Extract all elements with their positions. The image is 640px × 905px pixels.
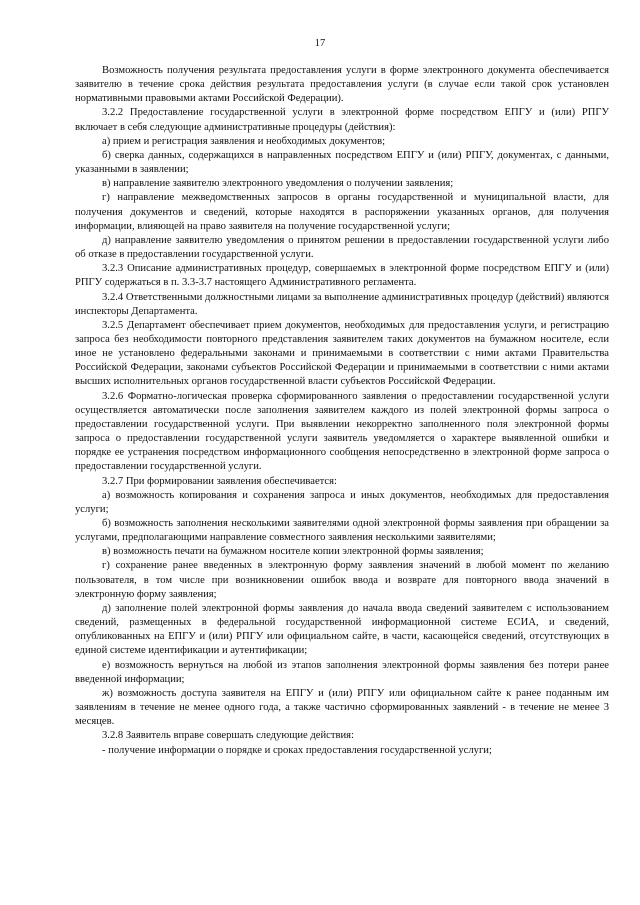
page-number: 17 xyxy=(314,38,326,49)
paragraph-3-2-7: 3.2.7 При формировании заявления обеспечивается: xyxy=(102,475,337,487)
paragraph-3-2-5: 3.2.5 Департамент обеспечивает прием документов, необходимых для предоставления услуги, и регистрацию запроса без необходимости повторного представления заявителем таких документов на бумажном носителе, если иное не установлено федеральными законами и принимаемыми в соответствии с ними актами Правительства Российской Федерации, законами субъектов Российской Федерации и принимаемыми в соответствии с ними актами высших исполнительных органов государственной власти субъектов Российской Федерации. xyxy=(75,319,609,388)
list-item-b: б) возможность заполнения несколькими заявителями одной электронной формы заявления при обращении за услугами, предполагающими направление совместного заявления несколькими заявителями; xyxy=(75,518,609,544)
paragraph-3-2-8: 3.2.8 Заявитель вправе совершать следующие действия: xyxy=(102,730,354,742)
paragraph-3-2-3: 3.2.3 Описание административных процедур, совершаемых в электронной форме посредством ЕПГУ и (или) РПГУ содержаться в п. 3.3-3.7 настоящего Административного регламента. xyxy=(75,263,609,289)
paragraph-result-availability: Возможность получения результата предоставления услуги в форме электронного документа обеспечивается заявителю в течение срока действия результата предоставления услуги (в случае если такой срок установлен нормативными правовыми актами Российской Федерации). xyxy=(75,65,609,105)
document-body xyxy=(75,64,609,758)
list-item-d: д) заполнение полей электронной формы заявления до начала ввода сведений заявителем с использованием сведений, размещенных в федеральной государственной информационной системе ЕСИА, и сведений, опубликованных на ЕПГУ и (или) РПГУ или официальном сайте, в части, касающейся сведений, отсутствующих в единой системе идентификации и аутентификации; xyxy=(75,602,609,657)
paragraph-3-2-2: 3.2.2 Предоставление государственной услуги в электронной форме посредством ЕПГУ и (или) РПГУ включает в себя следующие административные процедуры (действия): xyxy=(75,107,609,133)
list-item-g: г) направление межведомственных запросов в органы государственной и муниципальной власти, для получения документов и сведений, которые находятся в распоряжении указанных органов, для получения информации, влияющей на право заявителя на получение государственной услуги; xyxy=(75,192,609,232)
list-item-d: д) направление заявителю уведомления о принятом решении в предоставлении государственной услуги либо об отказе в предоставлении государственной услуги. xyxy=(75,234,609,261)
list-item-v: в) возможность печати на бумажном носителе копии электронной формы заявления; xyxy=(102,546,484,558)
list-item-a: а) прием и регистрация заявления и необходимых документов; xyxy=(102,135,386,147)
list-item-a: а) возможность копирования и сохранения запроса и иных документов, необходимых для предоставления услуги; xyxy=(75,489,609,515)
list-item-e: е) возможность вернуться на любой из этапов заполнения электронной формы заявления без потери ранее введенной информации; xyxy=(75,659,609,685)
list-item-dash: - получение информации о порядке и сроках предоставления государственной услуги; xyxy=(102,744,492,756)
list-item-b: б) сверка данных, содержащихся в направленных посредством ЕПГУ и (или) РПГУ, документах, с данными, указанными в заявлении; xyxy=(75,149,609,176)
list-item-zh: ж) возможность доступа заявителя на ЕПГУ и (или) РПГУ или официальном сайте к ранее поданным им заявлениям в течение не менее одного года, а также частично сформированных заявлений - в течение не менее 3 месяцев. xyxy=(75,687,609,728)
paragraph-3-2-4: 3.2.4 Ответственными должностными лицами за выполнение административных процедур (действий) являются инспекторы Департамента. xyxy=(75,291,609,317)
list-item-v: в) направление заявителю электронного уведомления о получении заявления; xyxy=(102,178,454,190)
paragraph-3-2-6: 3.2.6 Форматно-логическая проверка сформированного заявления о предоставлении государственной услуги осуществляется автоматически после заполнения заявителем каждого из полей электронной формы запроса о предоставлении государственной услуги. При выявлении некорректно заполненного поля электронной формы запроса о предоставлении государственной услуги заявитель уведомляется о характере выявленной ошибки и порядке ее устранения посредством информационного сообщения непосредственно в электронной форме запроса о предоставлении государственной услуги. xyxy=(75,390,609,473)
list-item-g: г) сохранение ранее введенных в электронную форму заявления значений в любой момент по желанию пользователя, в том числе при возникновении ошибок ввода и возврате для повторного ввода значений в электронную форму заявления; xyxy=(75,560,609,600)
